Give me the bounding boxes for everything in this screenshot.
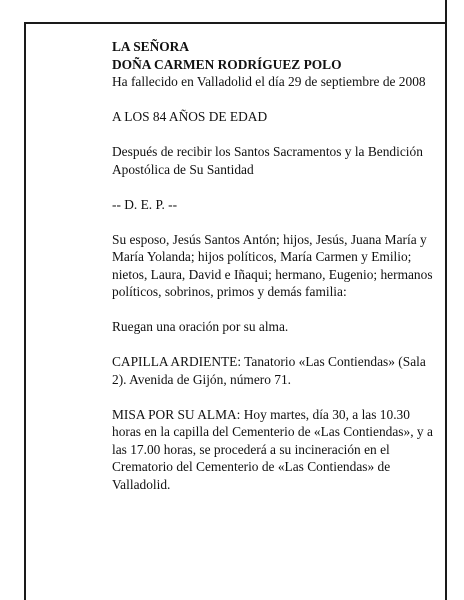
- deceased-name: DOÑA CARMEN RODRÍGUEZ POLO: [112, 56, 342, 72]
- age-line: A LOS 84 AÑOS DE EDAD: [112, 109, 268, 124]
- death-statement: Ha fallecido en Valladolid el día 29 de septiembre de 2008: [112, 74, 426, 89]
- frame-top-border: [24, 22, 447, 24]
- prayer-line: Ruegan una oración por su alma.: [112, 319, 289, 334]
- mass-paragraph: MISA POR SU ALMA: Hoy martes, día 30, a las 10.30 horas en la capilla del Cementerio de «Las Contiendas», y a las 17.00 horas, se procederá a su incineración en el Crematorio del Cementerio de «Las Contiendas» de Valladolid.: [112, 406, 433, 492]
- sacraments-line: Después de recibir los Santos Sacramentos y la Bendición Apostólica de Su Santidad: [112, 144, 423, 177]
- dep-line: -- D. E. P. --: [112, 196, 178, 212]
- obituary-text: [112, 38, 434, 493]
- chapel-paragraph: CAPILLA ARDIENTE: Tanatorio «Las Contiendas» (Sala 2). Avenida de Gijón, número 71.: [112, 354, 426, 387]
- family-paragraph: Su esposo, Jesús Santos Antón; hijos, Jesús, Juana María y María Yolanda; hijos políticos, María Carmen y Emilio; nietos, Laura, David e Iñaqui; hermano, Eugenio; hermanos políticos, sobrinos, primos y demás familia:: [112, 231, 433, 299]
- frame-right-border: [445, 0, 447, 600]
- frame-left-border: [24, 24, 26, 600]
- title-line-1: LA SEÑORA: [112, 39, 190, 54]
